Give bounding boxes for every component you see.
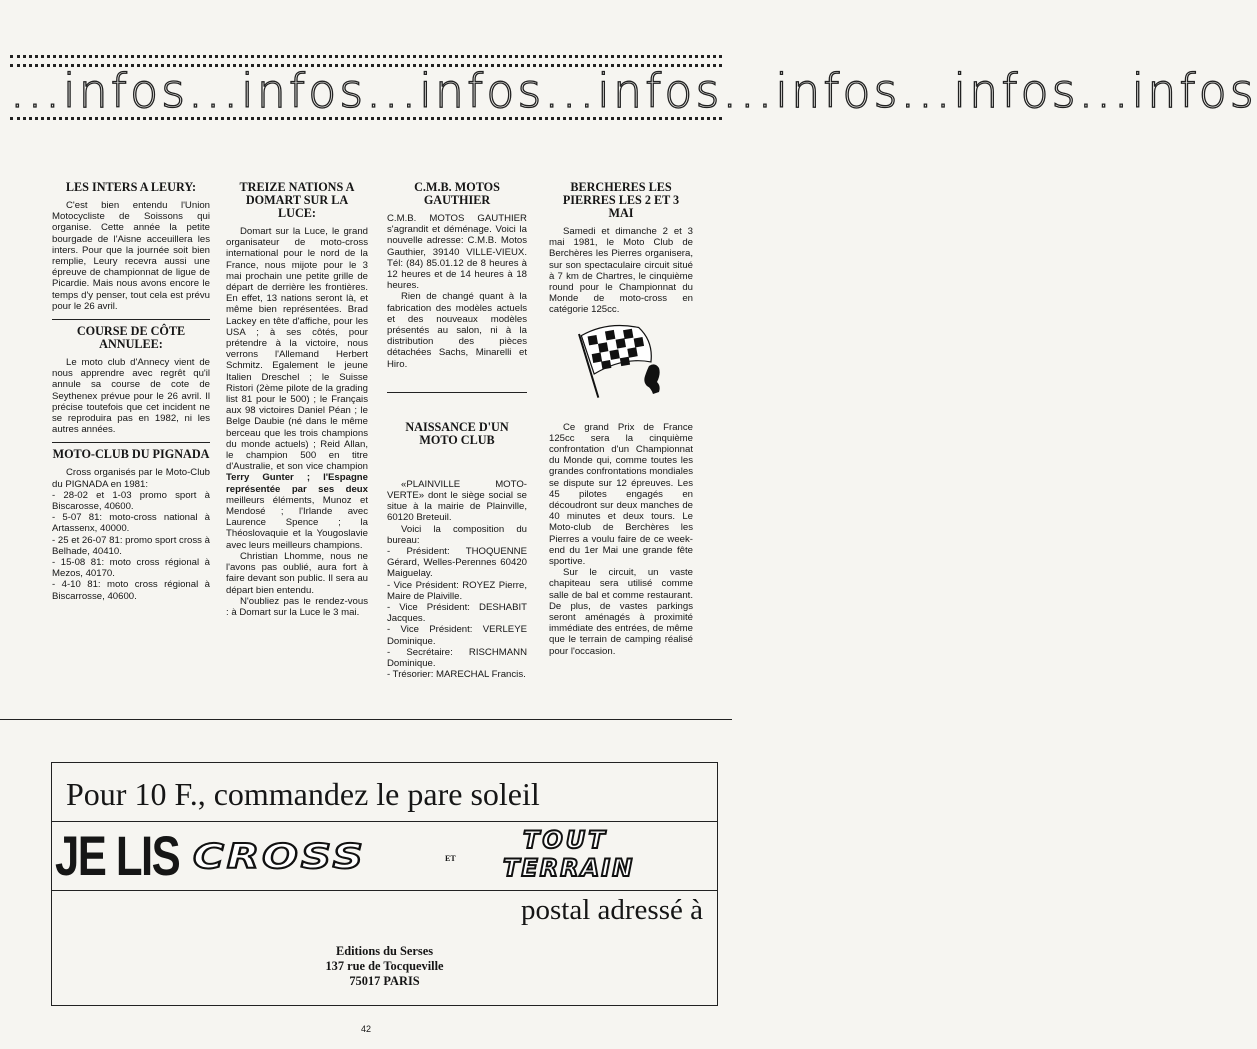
banner-bottom-dots [10,117,722,120]
banner-infos: ...infos...infos...infos...infos...infos...infos...infos [10,64,1257,118]
article-text-bercheres-2: Ce grand Prix de France 125cc sera la cinquième confrontation d'un Championnat du Monde qui, comme toutes les grandes confrontations mondiales se dispute sur 12 épreuves. Les 45 pilotes engagés en découdront sur deux manches de 40 minutes et deux tours. Le Moto-club de Berchères les Pierres a voulu faire de ce week-end du 1er Mai une grande fête sportive. [549,421,693,568]
address-line: Editions du Serses [335,944,434,958]
list-item: - Vice Président: VERLEYE Dominique. [387,624,527,647]
logo-terrain: TERRAIN [503,854,635,882]
list-item: - 15-08 81: moto cross régional à Mezos, 40170. [52,557,210,580]
checkered-flag-icon [549,326,693,412]
column-3 [387,181,527,681]
address-line: 75017 PARIS [349,974,420,988]
article-title-treize-nations: TREIZE NATIONS A DOMART SUR LA LUCE: [239,180,355,220]
logo-et: ET [445,854,456,863]
banner-top-dots [10,55,722,58]
divider [387,392,527,393]
list-item: - 28-02 et 1-03 promo sport à Biscarosse, 40600. [52,489,210,513]
list-item: - Président: THOQUENNE Gérard, Welles-Perennes 60420 Maiguelay. [387,546,527,580]
article-text-naissance: «PLAINVILLE MOTO-VERTE» dont le siège social se situe à la mairie de Plainville, 60120 Breteuil. [387,478,527,524]
advert-box [51,762,718,1006]
list-item: - Vice Président: DESHABIT Jacques. [387,602,527,625]
text-run: Domart sur la Luce, le grand organisateur de moto-cross international pour le nord de la France, nous mijote pour le 3 mai prochain une petite grille de départ de derrière les frontières. En effet, 13 nations seront là, et même bien représentées. Brad Lackey en tête d'affiche, pour les USA ; à ses côtés, pour prétendre à la victoire, nous verrons l'Allemand Herbert Schmitz. Egalement le jeune Italien Dreschel ; le Suisse Ristori (2ème pilote de la grading list 81 pour le 500) ; le Français aux 98 victoires Daniel Péan ; le Belge Daubie (né dans le même berceau que les trois champions du monde actuels) ; Reid Allan, le champion 500 en titre d'Australie, et son vice champion [226,226,368,473]
list-item: - Vice Président: ROYEZ Pierre, Maire de Plaiville. [387,579,527,602]
article-text-cmb-2: Rien de changé quant à la fabrication des modèles actuels et des nouveaux modèles présentés au salon, ni à la distribution des pièces détachées Sachs, Minarelli et Hiro. [387,291,527,370]
article-text-naissance-2: Voici la composition du bureau: [387,523,527,546]
list-item: - 5-07 81: moto-cross national à Artassenx, 40000. [52,512,210,535]
logo-je-lis: JE LIS [55,824,180,887]
article-title-cmb: C.M.B. MOTOS GAUTHIER [414,180,500,207]
logo-cross: CROSS [193,836,366,877]
divider [52,442,210,443]
list-item: - Trésorier: MARECHAL Francis. [387,669,526,681]
article-text-cmb: C.M.B. MOTOS GAUTHIER s'agrandit et déménage. Voici la nouvelle adresse: C.M.B. Motos Gauthier, 39140 VILLE-VIEUX. Tél: (84) 85.01.12 de 8 heures à 12 heures et de 14 heures à 18 heures. [387,213,527,292]
column-4 [549,181,693,657]
article-text-treize-nations [226,226,368,551]
article-text-inters: C'est bien entendu l'Union Motocycliste de Soissons qui organise. Cette année la petite bourgade de l'Aisne acceuillera les inters. Pour que la journée soit bien remplie, Leury recevra aussi une épreuve de championnat de ligue de Picardie. Mais nous avons encore le temps d'y penser, tout cela est prévu pour le 26 avril. [52,200,210,312]
ad-address [52,944,717,989]
ad-postal: postal adressé à [521,894,703,926]
page-number: 42 [360,1024,371,1034]
list-item: - 25 et 26-07 81: promo sport cross à Belhade, 40410. [52,534,210,557]
article-text-bercheres: Samedi et dimanche 2 et 3 mai 1981, le Moto Club de Berchères les Pierres organisera, sur son spectaculaire circuit situé à 7 km de Chartres, le cinquième round pour le Championnat du Monde de moto-cross en catégorie 125cc. [549,226,693,316]
spacer [387,453,527,479]
article-title-bercheres: BERCHERES LES PIERRES LES 2 ET 3 MAI [562,180,680,220]
column-1 [52,181,210,602]
article-text-treize-nations-2: Christian Lhomme, nous ne l'avons pas oublié, aura fort à faire devant son public. Il sera au départ bien entendu. [226,550,368,596]
ad-headline: Pour 10 F., commandez le pare soleil [66,776,540,812]
article-text-pignada: Cross organisés par le Moto-Club du PIGNADA en 1981: [52,467,210,490]
divider [52,319,210,320]
article-title-course-cote: COURSE DE CÔTE ANNULEE: [76,324,186,352]
article-title-pignada: MOTO-CLUB DU PIGNADA [52,447,210,462]
article-text-bercheres-3: Sur le circuit, un vaste chapiteau sera utilisé comme salle de bal et comme restaurant. De plus, de vastes parkings seront aménagés à proximité immédiate des entrées, de même que le terrain de camping réalisé pour l'occasion. [549,567,693,657]
bold-text-run: Terry Gunter ; l'Espagne représentée par ses deux [226,472,368,495]
article-text-course-cote: Le moto club d'Annecy vient de nous apprendre avec regrêt qu'il annule sa course de cote de Seythenex prévue pour le 26 avril. Il précise toutefois que cet incident ne se reproduira pas en 1982, ni les autres années. [52,357,210,436]
address-line: 137 rue de Tocqueville [325,959,444,973]
logo-tout: TOUT [523,826,608,854]
list-item: - 4-10 81: moto cross régional à Biscarrosse, 40600. [52,579,210,602]
ad-separator [0,719,732,720]
article-title-naissance: NAISSANCE D'UN MOTO CLUB [405,419,509,447]
article-text-treize-nations-3: N'oubliez pas le rendez-vous : à Domart sur la Luce le 3 mai. [226,595,368,618]
ad-logo-band [51,821,718,891]
article-title-inters: LES INTERS A LEURY: [65,180,197,194]
column-2 [226,181,368,618]
text-run: meilleurs éléments, Munoz et Mendosé ; l'Irlande avec Laurence Spence ; la Théoslovaquie et la Yougoslavie avec leurs meilleurs champions. [226,494,368,551]
list-item: - Secrétaire: RISCHMANN Dominique. [387,646,527,670]
